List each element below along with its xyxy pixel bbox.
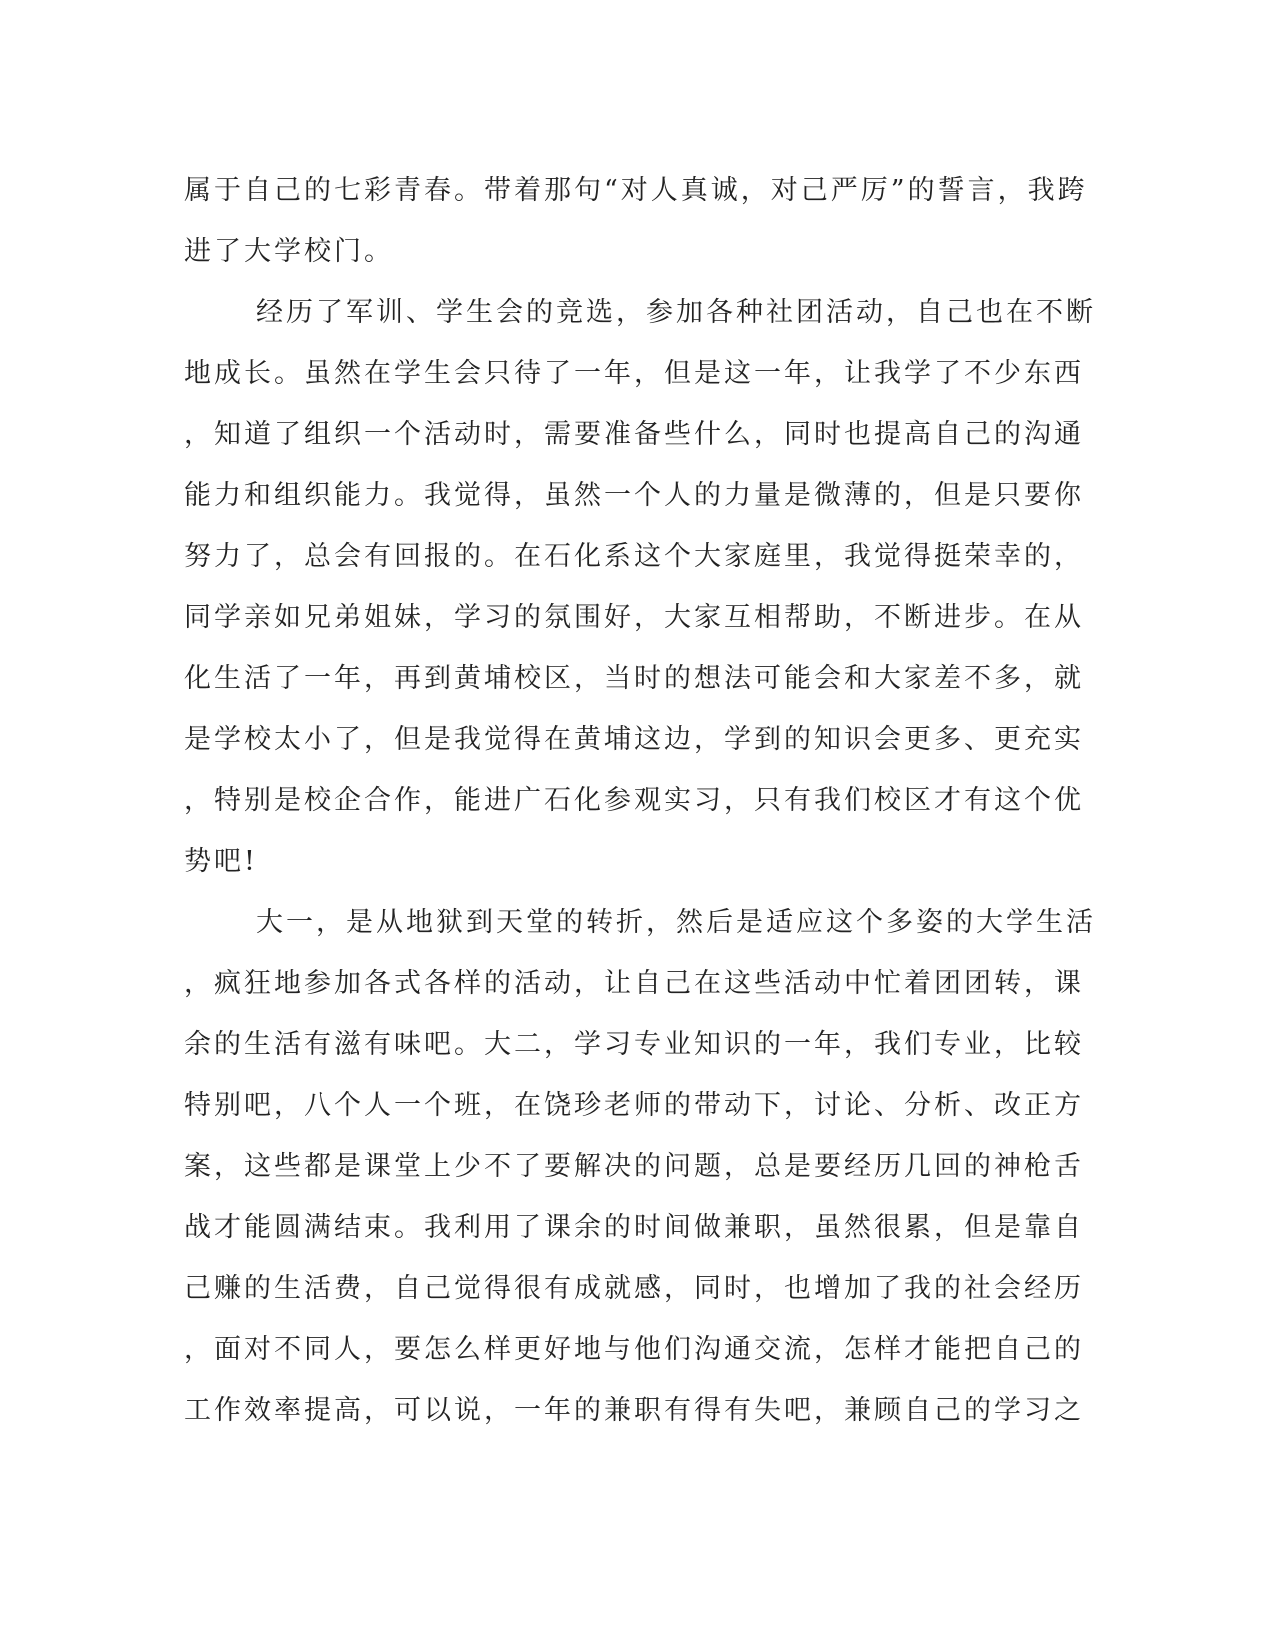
text-line: 大一，是从地狱到天堂的转折，然后是适应这个多姿的大学生活 [256,907,1096,938]
text-line: 化生活了一年，再到黄埔校区，当时的想法可能会和大家差不多，就 [184,663,1084,694]
text-line: 余的生活有滋有味吧。大二，学习专业知识的一年，我们专业，比较 [184,1029,1084,1060]
text-line: ，面对不同人，要怎么样更好地与他们沟通交流，怎样才能把自己的 [184,1334,1084,1365]
text-line: 进了大学校门。 [184,236,394,267]
text-line: 努力了，总会有回报的。在石化系这个大家庭里，我觉得挺荣幸的， [184,541,1084,572]
text-line: 己赚的生活费，自己觉得很有成就感，同时，也增加了我的社会经历 [184,1273,1084,1304]
text-line: ，疯狂地参加各式各样的活动，让自己在这些活动中忙着团团转，课 [184,968,1084,999]
text-line: 经历了军训、学生会的竞选，参加各种社团活动，自己也在不断 [256,297,1096,328]
text-line: 势吧! [184,846,258,877]
text-line: 战才能圆满结束。我利用了课余的时间做兼职，虽然很累，但是靠自 [184,1212,1084,1243]
text-line: 工作效率提高，可以说，一年的兼职有得有失吧，兼顾自己的学习之 [184,1395,1084,1426]
text-line: 是学校太小了，但是我觉得在黄埔这边，学到的知识会更多、更充实 [184,724,1084,755]
text-line: 能力和组织能力。我觉得，虽然一个人的力量是微薄的，但是只要你 [184,480,1084,511]
text-line: ，特别是校企合作，能进广石化参观实习，只有我们校区才有这个优 [184,785,1084,816]
body-text [184,160,1096,1441]
text-line: 同学亲如兄弟姐妹，学习的氛围好，大家互相帮助，不断进步。在从 [184,602,1084,633]
text-line: 属于自己的七彩青春。带着那句“对人真诚，对己严厉”的誓言，我跨 [184,175,1088,206]
text-line: 特别吧，八个人一个班，在饶珍老师的带动下，讨论、分析、改正方 [184,1090,1084,1121]
text-line: ，知道了组织一个活动时，需要准备些什么，同时也提高自己的沟通 [184,419,1084,450]
text-line: 地成长。虽然在学生会只待了一年，但是这一年，让我学了不少东西 [184,358,1084,389]
text-line: 案，这些都是课堂上少不了要解决的问题，总是要经历几回的神枪舌 [184,1151,1084,1182]
